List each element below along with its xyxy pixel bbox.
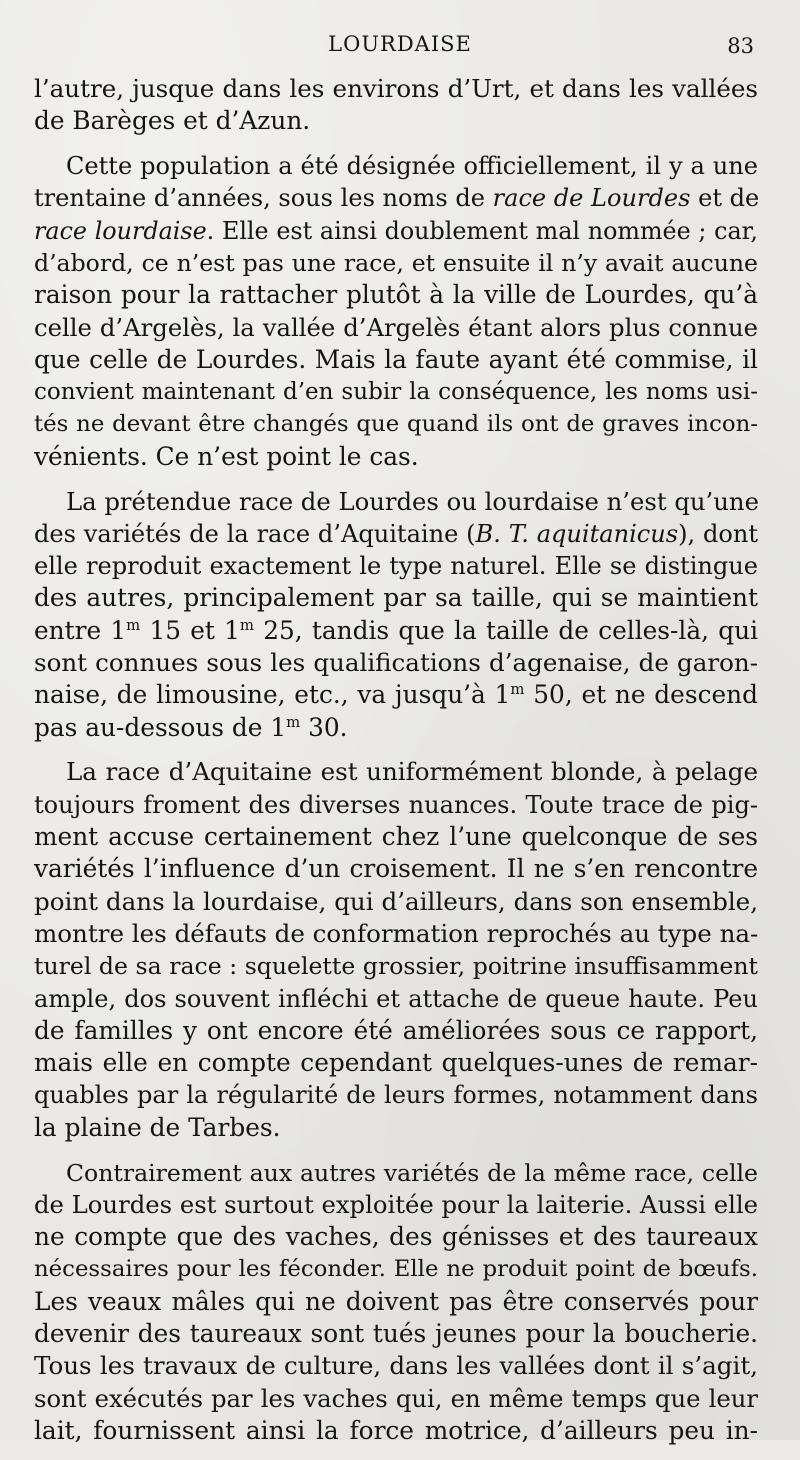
text-line: Tous les travaux de culture, dans les vallées dont il s’agit, [34,1351,758,1381]
text-line: que celle de Lourdes. Mais la faute ayant été commise, il [34,344,758,374]
paragraph [34,486,758,744]
text-line: quables par la régularité de leurs formes, notamment dans [34,1081,758,1110]
paragraph [34,150,758,473]
text-line: la plaine de Tarbes. [34,1112,281,1142]
text-line: nécessaires pour les féconder. Elle ne produit point de bœufs. [34,1256,758,1283]
text-line: mais elle en compte cependant quelques-unes de remar- [34,1048,758,1078]
text-line: ample, dos souvent infléchi et attache de queue haute. Peu [34,984,758,1013]
text-line: turel de sa race : squelette grossier, poitrine insuffisamment [34,952,758,981]
text-line: La race d’Aquitaine est uniformément blonde, à pelage [66,757,758,787]
text-line: tés ne devant être changés que quand ils ont de graves incon- [34,411,758,438]
text-line: l’autre, jusque dans les environs d’Urt, et dans les vallées [34,74,758,103]
text-line: variétés l’influence d’un croisement. Il ne s’en rencontre [34,854,758,884]
italic-term: race lourdaise [34,216,207,245]
text-run: 50, et ne descend [524,680,758,710]
text-run: trentaine d’années, sous les noms de [34,184,485,213]
text-line: La prétendue race de Lourdes ou lourdaise n’est qu’une [66,486,759,516]
text-line [34,182,758,214]
text-line: montre les défauts de conformation reprochés au type na- [34,918,759,948]
text-line [34,518,758,550]
body-text [34,73,758,1460]
text-line: lait, fournissent ainsi la force motrice, d’ailleurs peu in- [34,1415,758,1445]
text-run: et de [698,184,760,213]
text-line: sont connues sous les qualifications d’agenaise, de garon- [34,648,758,678]
text-run: . Elle est ainsi doublement mal nommée ; car, [206,216,758,245]
text-line: toujours froment des diverses nuances. Toute trace de pig- [34,790,758,819]
text-line [34,679,758,711]
text-run: ), dont [678,519,758,548]
text-line: celle d’Argelès, la vallée d’Argelès étant alors plus connue [34,312,758,342]
text-line: Cette population a été désignée officiellement, il y a une [66,152,758,181]
text-run: naise, de limousine, etc., va jusqu’à 1 [34,680,511,710]
text-run: des variétés de la race d’Aquitaine ( [34,519,476,548]
running-head [0,32,800,62]
unit-superscript: m [126,615,141,634]
text-line: de Lourdes est surtout exploitée pour la laiterie. Aussi elle [34,1189,758,1219]
text-run: 15 et 1 [140,615,240,645]
text-line [34,712,758,744]
paragraph [34,756,758,1144]
text-line: des autres, principalement par sa taille, qui se maintient [34,583,758,613]
text-line: Les veaux mâles qui ne doivent pas être conservés pour [34,1286,758,1316]
text-run: pas au-dessous de 1 [34,712,287,742]
running-title: LOURDAISE [328,32,472,56]
text-line: de Barèges et d’Azun. [34,106,311,136]
text-line: Contrairement aux autres variétés de la même race, celle [66,1158,758,1187]
unit-superscript: m [239,615,254,634]
text-line: convient maintenant d’en subir la conséquence, les noms usi- [34,379,758,406]
text-run: 25, tandis que la taille de celles-là, qui [253,615,758,645]
text-line: sont exécutés par les vaches qui, en même temps que leur [34,1383,758,1413]
text-line [34,215,758,247]
text-line: devenir des taureaux sont tués jeunes pour la boucherie. [34,1318,758,1348]
text-line: d’abord, ce n’est pas une race, et ensuite il n’y avait aucune [34,248,758,277]
text-line: ne compte que des vaches, des génisses et des taureaux [34,1222,758,1252]
text-line: de familles y ont encore été améliorées sous ce rapport, [34,1015,758,1045]
text-run: entre 1 [34,615,127,645]
text-run: 30. [300,712,348,742]
text-line: raison pour la rattacher plutôt à la ville de Lourdes, qu’à [34,280,758,310]
italic-term: B. T. aquitanicus [475,519,679,548]
unit-superscript: m [286,712,301,731]
unit-superscript: m [510,680,525,699]
text-line: point dans la lourdaise, qui d’ailleurs, dans son ensemble, [34,886,758,916]
text-line: ment accuse certainement chez l’une quelconque de ses [34,822,758,852]
paragraph [34,1157,758,1448]
text-line: elle reproduit exactement le type naturel. Elle se distingue [34,552,758,581]
italic-term: race de Lourdes [492,184,691,213]
text-line: vénients. Ce n’est point le cas. [34,441,419,471]
page-number: 83 [727,34,754,58]
text-line [34,615,758,647]
paragraph [34,73,758,138]
